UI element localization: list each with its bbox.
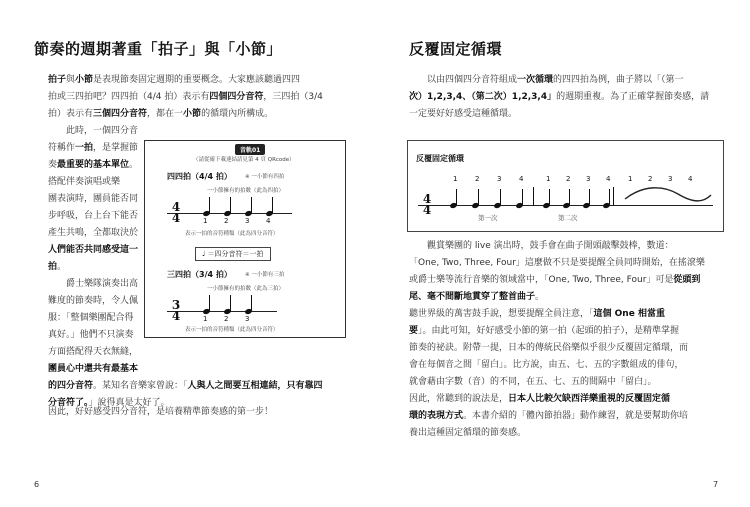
beat-number: 4 <box>519 175 524 183</box>
beat-number: 2 <box>566 175 571 183</box>
body-text: 一定要好好感受這種循環。 <box>409 109 518 119</box>
paragraph-line <box>409 306 688 323</box>
emphasis-text: 尾、毫不間斷地貫穿了整首曲子 <box>409 292 536 302</box>
beat-number: 1 <box>453 175 458 183</box>
first-cycle-label: 第一次 <box>478 214 498 222</box>
beat-number: 3 <box>668 175 673 183</box>
beat-number: 3 <box>586 175 591 183</box>
body-text: 的週期重複。為了正確掌握節奏感，請 <box>556 92 710 102</box>
body-text: 以由四個四分音符組成 <box>427 75 518 85</box>
body-text: 團表演時，團員能否同 <box>48 194 139 204</box>
beat-number: 1 <box>628 175 633 183</box>
body-text: 步呼吸，台上台下能否 <box>48 211 139 221</box>
body-text: 或爵士樂等流行音樂的領域當中，「One, Two, Three, Four」可是 <box>409 275 674 285</box>
beat-number: 4 <box>606 175 611 183</box>
three-four-label: 三四拍（3/4 拍） <box>167 270 232 279</box>
paragraph-line <box>48 106 323 123</box>
track-tag: 音軌01 <box>235 144 265 155</box>
body-text: 符稱作 <box>48 143 76 153</box>
paragraph-line <box>409 72 709 89</box>
right-page <box>375 0 750 507</box>
body-text: 難度的節奏時，令人佩 <box>48 296 139 306</box>
body-text: 是表現節奏固定週期的重要概念。大家應該聽過四四 <box>93 75 301 85</box>
emphasis-text: 人們能否共同感受這一 <box>48 245 139 255</box>
paragraph-line <box>48 344 323 361</box>
paragraph-line <box>409 106 709 123</box>
four-four-top-annotation: 一小節擁有的拍數（此為四拍） <box>207 188 285 194</box>
emphasis-text: 三個四分音符 <box>93 109 148 119</box>
body-text: 拍）表示有 <box>48 109 94 119</box>
paragraph-line <box>409 323 688 340</box>
emphasis-text: 團員心中還共有最基本 <box>48 364 139 374</box>
body-text: 真好。」他們不只演奏 <box>48 330 134 340</box>
three-four-top-annotation: 一小節擁有的拍數（此為三拍） <box>207 286 285 292</box>
body-text: 奏 <box>48 160 58 170</box>
emphasis-text: 分音符了。 <box>48 398 89 408</box>
emphasis-text: 次）1,2,3,4、（第二次）1,2,3,4」 <box>409 92 557 102</box>
time-signature-4-4: 4 4 <box>422 192 432 217</box>
body-text: 方面搭配得天衣無縫， <box>48 347 139 357</box>
paragraph-line <box>409 272 705 289</box>
body-text: 。某知名音樂家曾說：「 <box>93 381 188 391</box>
paragraph-line <box>48 89 323 106</box>
wave-continuation-icon <box>623 181 713 207</box>
body-text: ，是掌握節 <box>93 143 139 153</box>
four-four-note: ※ 一小節有四拍 <box>245 174 285 180</box>
right-intro-paragraph <box>409 72 709 123</box>
body-text: 產生共鳴，全都取決於 <box>48 228 139 238</box>
body-text: 的四四拍為例，曲子將以「（第一 <box>553 75 684 85</box>
emphasis-text: 人與人之間要互相連結，只有靠四 <box>187 381 323 391</box>
paragraph-line <box>48 378 323 395</box>
time-signature-4-4: 4 4 <box>171 200 181 225</box>
beat-number: 3 <box>497 175 502 183</box>
paragraph-line <box>409 357 688 374</box>
four-four-label: 四四拍（4/4 拍） <box>167 172 232 181</box>
four-four-bottom-annotation: 表示一拍的音符種類（此為四分音符） <box>185 231 279 237</box>
body-text: 。本書介紹的「體內節拍器」動作練習，就是要幫助你培 <box>463 411 689 421</box>
paragraph-line <box>409 391 688 408</box>
cycle-figure <box>407 140 724 232</box>
body-text: 搭配伴奏演唱或樂 <box>48 177 121 187</box>
three-four-bottom-annotation: 表示一拍的音符種類（此為四分音符） <box>185 327 279 333</box>
body-text: 與 <box>66 75 76 85</box>
beat-number: 4 <box>688 175 693 183</box>
beat-number: 1 <box>546 175 551 183</box>
body-text: 就會藉由字數（音）的不同，在五、七、五的間隔中「留白」。 <box>409 377 657 387</box>
paragraph-line <box>48 225 138 242</box>
body-text: 。 <box>129 160 139 170</box>
paragraph-line <box>409 340 688 357</box>
left-page-title: 節奏的週期著重「拍子」與「小節」 <box>34 40 283 58</box>
three-four-note: ※ 一小節有三拍 <box>245 272 285 278</box>
body-text: 拍或三四拍吧？四四拍（4/4 拍）表示有 <box>48 92 210 102</box>
staff-line <box>167 311 277 312</box>
page-number: 6 <box>34 480 40 489</box>
qrcode-caption: （請從確下載連結請見第 4 頁 QRcode） <box>193 157 295 163</box>
quarter-note-equation: ♩ ＝四分音符＝一拍 <box>195 247 271 261</box>
paragraph-line <box>48 157 138 174</box>
emphasis-text: 從頭到 <box>673 275 701 285</box>
body-text: 此時，一個四分音 <box>66 126 139 136</box>
body-text: 「One, Two, Three, Four」這麼做不只是要提醒全員同時開始，在搖滾樂 <box>409 258 705 268</box>
body-text: 聽世界級的萬害鼓手說，想要提醒全員注意，「 <box>409 309 594 319</box>
emphasis-text: 最重要的基本單位 <box>57 160 130 170</box>
body-text: 觀賞樂團的 live 演出時，鼓手會在曲子開頭敲擊鼓棒，數道： <box>427 241 674 251</box>
paragraph-line <box>48 191 138 208</box>
emphasis-text: 拍子 <box>48 75 67 85</box>
body-text: 會在每個音之間「留白」。比方說，由五、七、五的字數組成的俳句， <box>409 360 684 370</box>
emphasis-text: 要 <box>409 326 419 336</box>
paragraph-line <box>409 255 705 272</box>
right-conclusion-paragraph <box>409 391 688 442</box>
body-text: 的循環內所構成。 <box>201 109 274 119</box>
emphasis-text: 這個 One 相當重 <box>593 309 665 319</box>
emphasis-text: 一次循環 <box>517 75 554 85</box>
cycle-figure-label: 反覆固定循環 <box>416 154 464 163</box>
right-drummer-paragraph <box>409 238 705 306</box>
emphasis-text: 四個四分音符 <box>209 92 264 102</box>
paragraph-line <box>409 289 705 306</box>
body-text: 因此，常聽到的說法是， <box>409 394 509 404</box>
time-signature-figure: 音軌01 （請從確下載連結請見第 4 頁 QRcode） 四四拍（4/4 拍） ※ 一小節有四拍 一小節擁有的拍數（此為四拍） 4 4 1 2 3 4 表示一拍的音符種類（此為四分音符） ♩ ＝四分音符＝一拍 三四拍（3/4 拍） ※ 一小節有三拍 一小節擁有的拍數（此為三拍） 3 4 1 2 3 表示一拍的音符種類（此為四分音符） <box>144 140 346 338</box>
paragraph-line <box>409 238 705 255</box>
paragraph-line <box>48 242 138 259</box>
paragraph-line <box>48 140 138 157</box>
beat-number: 2 <box>475 175 480 183</box>
paragraph-line <box>409 408 688 425</box>
body-text: ，三四拍（3/4 <box>263 92 323 102</box>
paragraph-line <box>409 89 709 106</box>
emphasis-text: 小節 <box>75 75 94 85</box>
body-text: 」。由此可知，好好感受小節的第一拍（起頭的拍子），是精準掌握 <box>418 326 680 336</box>
right-one-paragraph <box>409 306 688 391</box>
left-intro-paragraph <box>48 72 323 123</box>
body-text: 」說得真是太好了。 <box>88 398 170 408</box>
emphasis-text: 小節 <box>183 109 202 119</box>
paragraph-line <box>409 374 688 391</box>
emphasis-text: 日本人比較欠缺西洋樂重視的反覆固定循 <box>508 394 671 404</box>
emphasis-text: 一拍 <box>75 143 94 153</box>
paragraph-line <box>48 174 138 191</box>
body-text: 養出這種固定循環的節奏感。 <box>409 428 527 438</box>
paragraph-line <box>409 425 688 442</box>
emphasis-text: 拍 <box>48 262 58 272</box>
paragraph-line <box>48 361 323 378</box>
left-conclusion: 因此，好好感受四分音符，是培養精準節奏感的第一步！ <box>48 407 274 417</box>
paragraph-line <box>48 72 323 89</box>
paragraph-line <box>48 259 138 276</box>
page-number: 7 <box>713 480 719 489</box>
body-text: 服：「整個樂團配合得 <box>48 313 134 323</box>
body-text: 。 <box>535 292 545 302</box>
beat-number: 2 <box>648 175 653 183</box>
body-text: 爵士樂隊演奏出高 <box>66 279 139 289</box>
emphasis-text: 環的表現方式 <box>409 411 464 421</box>
paragraph-line <box>48 123 138 140</box>
second-cycle-label: 第二次 <box>558 214 578 222</box>
body-text: 。 <box>57 262 67 272</box>
body-text: 節奏的祕訣。附帶一提，日本的傳統民俗樂似乎很少反覆固定循環，而 <box>409 343 689 353</box>
time-signature-3-4: 3 4 <box>171 298 181 323</box>
left-beat-paragraph <box>48 123 138 276</box>
right-page-title: 反覆固定循環 <box>409 40 503 58</box>
emphasis-text: 的四分音符 <box>48 381 94 391</box>
paragraph-line <box>48 208 138 225</box>
body-text: ，都在一 <box>147 109 184 119</box>
